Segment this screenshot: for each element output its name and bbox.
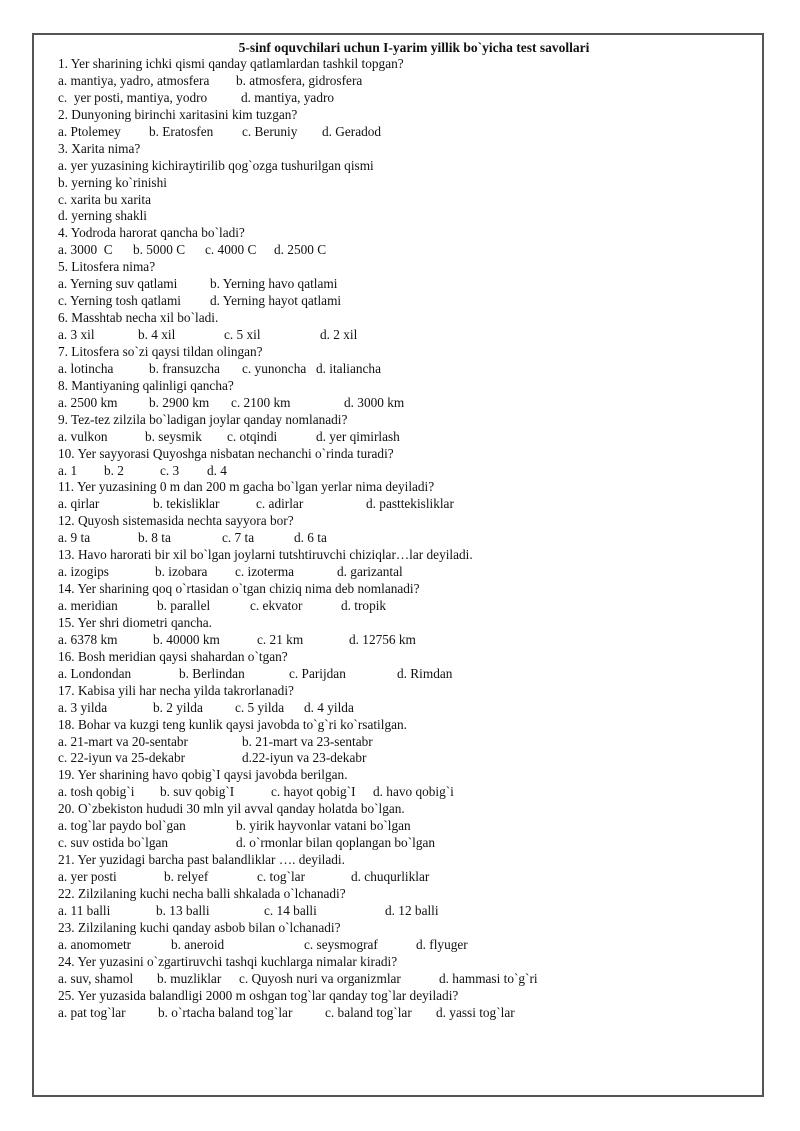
answer-option: b. 8 ta (138, 530, 171, 546)
answer-option: b. parallel (157, 598, 211, 613)
answer-option: d. flyuger (416, 936, 468, 952)
answer-option: a. meridian (58, 598, 118, 613)
answer-option: c. otqindi (227, 428, 278, 444)
answer-options-line (58, 327, 758, 344)
question-line: 10. Yer sayyorasi Quyoshga nisbatan nechanchi o`rinda turadi? (58, 445, 394, 461)
answer-options-line: a. yer yuzasining kichiraytirilib qog`ozga tushurilgan qismi (58, 157, 374, 173)
answer-option: d. Rimdan (397, 665, 453, 681)
answer-option: d. 12756 km (349, 631, 416, 647)
answer-option: d. chuqurliklar (351, 869, 430, 884)
answer-option: d. 2500 C (274, 242, 327, 258)
answer-options-line (58, 632, 758, 649)
answer-option: c. 21 km (257, 631, 304, 647)
answer-options-line: c. xarita bu xarita (58, 191, 152, 207)
answer-option: b. Yerning havo qatlami (210, 276, 338, 292)
answer-options-line (58, 903, 758, 920)
answer-options-line (58, 90, 758, 107)
answer-option: b. Eratosfen (149, 123, 214, 139)
answer-option: a. Ptolemey (58, 123, 121, 139)
question-line: 1. Yer sharining ichki qismi qanday qatlamlardan tashkil topgan? (58, 56, 404, 71)
answer-option: b. muzliklar (157, 970, 222, 986)
answer-option: d.22-iyun va 23-dekabr (242, 750, 367, 766)
answer-option: b. 4 xil (138, 327, 176, 342)
question-line: 12. Quyosh sistemasida nechta sayyora bor? (58, 513, 294, 529)
answer-option: b. 13 balli (156, 902, 210, 918)
question-line: 19. Yer sharining havo qobig`I qaysi javobda berilgan. (58, 767, 348, 783)
question-line: 4. Yodroda harorat qancha bo`ladi? (58, 225, 245, 241)
question-line: 22. Zilzilaning kuchi necha balli shkalada o`lchanadi? (58, 885, 346, 901)
answer-option: a. 11 balli (58, 902, 111, 918)
question-line: 8. Mantiyaning qalinligi qancha? (58, 377, 234, 393)
answer-option: d. o`rmonlar bilan qoplangan bo`lgan (236, 835, 436, 851)
answer-option: c. 7 ta (222, 530, 255, 546)
answer-options-line (58, 1005, 758, 1022)
answer-option: d. garizantal (337, 564, 403, 580)
answer-option: c. izoterma (235, 564, 295, 580)
answer-option: a. 1 (58, 462, 78, 478)
question-line: 24. Yer yuzasini o`zgartiruvchi tashqi kuchlarga nimalar kiradi? (58, 953, 398, 969)
answer-options-line (58, 700, 758, 717)
answer-options-line (58, 598, 758, 615)
answer-option: b. Berlindan (179, 665, 245, 681)
answer-options-line (58, 734, 758, 751)
answer-option: a. 9 ta (58, 530, 91, 546)
answer-options-line (58, 73, 758, 90)
answer-option: b. o`rtacha baland tog`lar (158, 1004, 293, 1020)
answer-options-line (58, 530, 758, 547)
answer-option: d. mantiya, yadro (241, 89, 335, 105)
answer-option: d. Geradod (322, 123, 382, 139)
answer-options-line (58, 395, 758, 412)
answer-option: c. 14 balli (264, 902, 317, 918)
answer-option: b. aneroid (171, 936, 225, 952)
answer-option: a. 21-mart va 20-sentabr (58, 733, 188, 749)
answer-option: b. 2900 km (149, 394, 210, 410)
question-line: 14. Yer sharining qoq o`rtasidan o`tgan chiziq nima deb nomlanadi? (58, 581, 420, 597)
answer-option: a. mantiya, yadro, atmosfera (58, 72, 210, 88)
answer-option: d. 4 yilda (304, 699, 354, 715)
answer-option: b. atmosfera, gidrosfera (236, 72, 363, 88)
answer-option: d. yassi tog`lar (436, 1004, 515, 1020)
answer-option: d. tropik (341, 598, 387, 613)
test-title: 5-sinf oquvchilari uchun I-yarim yillik bo`yicha test savollari (238, 40, 590, 55)
question-line: 5. Litosfera nima? (58, 259, 156, 275)
answer-option: a. tosh qobig`i (58, 784, 135, 800)
question-line: 2. Dunyoning birinchi xaritasini kim tuzgan? (58, 106, 298, 122)
answer-options-line (58, 869, 758, 886)
answer-option: d. havo qobig`i (373, 784, 454, 800)
answer-option: c. adirlar (256, 496, 304, 512)
answer-option: c. Parijdan (289, 665, 346, 681)
answer-option: c. yunoncha (242, 360, 307, 376)
answer-option: a. 3 yilda (58, 699, 108, 715)
answer-options-line (58, 293, 758, 310)
answer-option: b. 2 (104, 462, 124, 478)
answer-option: a. Yerning suv qatlami (58, 276, 178, 292)
answer-option: d. italiancha (316, 360, 381, 376)
answer-option: c. 2100 km (231, 394, 291, 410)
answer-option: a. pat tog`lar (58, 1004, 126, 1020)
question-line: 18. Bohar va kuzgi teng kunlik qaysi javobda to`g`ri ko`rsatilgan. (58, 716, 407, 732)
answer-option: c. 22-iyun va 25-dekabr (58, 750, 186, 766)
answer-option: d. 2 xil (320, 327, 358, 342)
answer-option: d. 4 (207, 462, 227, 478)
answer-option: a. tog`lar paydo bol`gan (58, 818, 186, 834)
answer-options-line (58, 463, 758, 480)
answer-option: b. 21-mart va 23-sentabr (242, 733, 373, 749)
answer-options-line: d. yerning shakli (58, 208, 148, 224)
answer-option: c. 4000 C (205, 242, 257, 258)
question-line: 11. Yer yuzasining 0 m dan 200 m gacha bo`lgan yerlar nima deyiladi? (58, 479, 435, 495)
answer-option: c. Yerning tosh qatlami (58, 293, 181, 309)
question-line: 3. Xarita nima? (58, 140, 141, 156)
answer-option: b. tekisliklar (153, 496, 220, 512)
answer-option: d. pasttekisliklar (366, 496, 454, 512)
answer-option: c. Beruniy (242, 123, 298, 139)
answer-option: d. yer qimirlash (316, 428, 400, 444)
answer-option: b. fransuzcha (149, 360, 220, 376)
answer-options-line (58, 937, 758, 954)
answer-option: c. seysmograf (304, 936, 378, 952)
question-line: 7. Litosfera so`zi qaysi tildan olingan? (58, 343, 263, 359)
answer-options-line (58, 496, 758, 513)
answer-options-line (58, 124, 758, 141)
answer-option: b. relyef (164, 869, 209, 884)
answer-option: b. 5000 C (133, 242, 186, 258)
answer-option: a. lotincha (58, 360, 114, 376)
answer-option: b. 40000 km (153, 631, 220, 647)
answer-option: b. seysmik (145, 428, 202, 444)
answer-option: a. qirlar (58, 496, 100, 512)
question-line: 23. Zilzilaning kuchi qanday asbob bilan o`lchanadi? (58, 919, 341, 935)
question-line: 16. Bosh meridian qaysi shahardan o`tgan? (58, 648, 288, 664)
answer-option: c. Quyosh nuri va organizmlar (239, 970, 401, 986)
answer-option: c. hayot qobig`I (271, 784, 356, 800)
questions-list (58, 56, 758, 1021)
answer-option: b. suv qobig`I (160, 784, 235, 800)
answer-option: a. izogips (58, 564, 109, 580)
answer-option: a. yer posti (58, 869, 117, 884)
answer-option: a. 6378 km (58, 631, 118, 647)
answer-option: d. Yerning hayot qatlami (210, 293, 342, 309)
question-line: 15. Yer shri diometri qancha. (58, 614, 212, 630)
answer-options-line (58, 429, 758, 446)
answer-option: a. vulkon (58, 428, 108, 444)
answer-option: a. 3 xil (58, 327, 95, 342)
answer-options-line (58, 835, 758, 852)
answer-option: c. ekvator (250, 598, 303, 613)
answer-option: c. 5 xil (224, 327, 261, 342)
answer-option: b. yirik hayvonlar vatani bo`lgan (236, 818, 411, 834)
answer-options-line (58, 784, 758, 801)
answer-option: d. 6 ta (294, 530, 327, 546)
answer-options-line (58, 242, 758, 259)
answer-options-line (58, 666, 758, 683)
answer-options-line (58, 818, 758, 835)
question-line: 20. O`zbekiston hududi 30 mln yil avval qanday holatda bo`lgan. (58, 801, 405, 817)
answer-option: d. hammasi to`g`ri (439, 970, 538, 986)
answer-option: a. suv, shamol (58, 970, 134, 986)
answer-options-line (58, 750, 758, 767)
answer-options-line (58, 564, 758, 581)
answer-option: d. 12 balli (385, 902, 439, 918)
answer-option: d. 3000 km (344, 394, 405, 410)
question-line: 6. Masshtab necha xil bo`ladi. (58, 310, 219, 326)
answer-option: c. tog`lar (257, 869, 305, 884)
answer-option: a. Londondan (58, 665, 132, 681)
answer-option: b. 2 yilda (153, 699, 203, 715)
question-line: 9. Tez-tez zilzila bo`ladigan joylar qanday nomlanadi? (58, 411, 348, 427)
question-line: 21. Yer yuzidagi barcha past balandliklar …. deyiladi. (58, 852, 345, 868)
answer-option: a. 3000 C (58, 242, 113, 258)
answer-options-line: b. yerning ko`rinishi (58, 174, 167, 190)
answer-option: c. baland tog`lar (325, 1004, 412, 1020)
question-line: 25. Yer yuzasida balandligi 2000 m oshgan tog`lar qanday tog`lar deyiladi? (58, 987, 459, 1003)
answer-option: c. 3 (160, 462, 180, 478)
answer-option: b. izobara (155, 564, 208, 580)
answer-options-line (58, 276, 758, 293)
answer-options-line (58, 971, 758, 988)
answer-option: c. 5 yilda (235, 699, 285, 715)
question-line: 17. Kabisa yili har necha yilda takrorlanadi? (58, 682, 294, 698)
answer-options-line (58, 361, 758, 378)
answer-option: c. yer posti, mantiya, yodro (58, 89, 208, 105)
answer-option: c. suv ostida bo`lgan (58, 835, 169, 851)
answer-option: a. anomometr (58, 936, 132, 952)
question-line: 13. Havo harorati bir xil bo`lgan joylarni tutshtiruvchi chiziqlar…lar deyiladi. (58, 547, 473, 563)
answer-option: a. 2500 km (58, 394, 118, 410)
